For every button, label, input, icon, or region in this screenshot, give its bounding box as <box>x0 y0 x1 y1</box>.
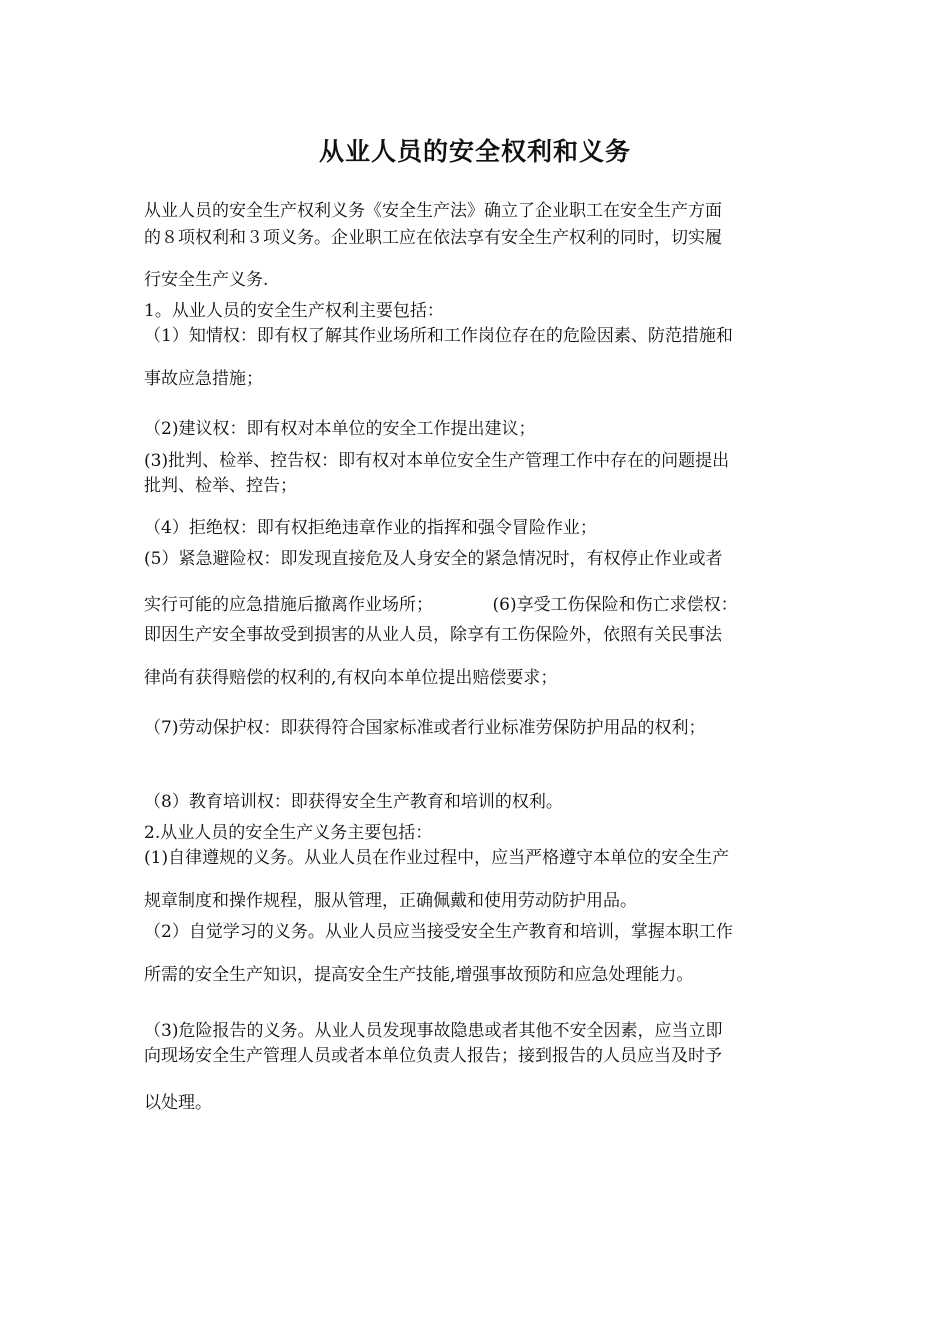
text-line: 从业人员的安全生产权利义务《安全生产法》确立了企业职工在安全生产方面 <box>144 201 722 221</box>
text-line: （1）知情权：即有权了解其作业场所和工作岗位存在的危险因素、防范措施和 <box>144 326 733 346</box>
text-line: 所需的安全生产知识，提高安全生产技能,增强事故预防和应急处理能力。 <box>144 965 694 985</box>
text-line: 事故应急措施； <box>144 369 263 389</box>
text-line: 规章制度和操作规程，服从管理，正确佩戴和使用劳动防护用品。 <box>144 891 637 911</box>
text-line: 批判、检举、控告； <box>144 476 297 496</box>
document-title: 从业人员的安全权利和义务 <box>318 137 631 166</box>
text-line: （8）教育培训权：即获得安全生产教育和培训的权利。 <box>144 792 563 812</box>
text-line: （3)危险报告的义务。从业人员发现事故隐患或者其他不安全因素，应当立即 <box>144 1021 723 1041</box>
text-line: （4）拒绝权：即有权拒绝违章作业的指挥和强令冒险作业； <box>144 518 597 538</box>
text-line: 实行可能的应急措施后撤离作业场所； (6)享受工伤保险和伤亡求偿权： <box>144 595 738 615</box>
text-line: 的８项权利和３项义务。企业职工应在依法享有安全生产权利的同时，切实履 <box>144 228 722 248</box>
text-line: （2)建议权：即有权对本单位的安全工作提出建议； <box>144 419 536 439</box>
text-line: （7)劳动保护权：即获得符合国家标准或者行业标准劳保防护用品的权利； <box>144 718 706 738</box>
text-line: （2）自觉学习的义务。从业人员应当接受安全生产教育和培训，掌握本职工作 <box>144 922 733 942</box>
text-line: 向现场安全生产管理人员或者本单位负责人报告；接到报告的人员应当及时予 <box>144 1046 722 1066</box>
text-line: 以处理。 <box>144 1093 212 1113</box>
text-line: 即因生产安全事故受到损害的从业人员，除享有工伤保险外，依照有关民事法 <box>144 625 722 645</box>
text-line: 2.从业人员的安全生产义务主要包括： <box>144 823 433 843</box>
text-line: (3)批判、检举、控告权：即有权对本单位安全生产管理工作中存在的问题提出 <box>144 451 730 471</box>
text-line: 1。从业人员的安全生产权利主要包括： <box>144 301 444 321</box>
text-line: (5）紧急避险权：即发现直接危及人身安全的紧急情况时，有权停止作业或者 <box>144 549 723 569</box>
text-line: (1)自律遵规的义务。从业人员在作业过程中，应当严格遵守本单位的安全生产 <box>144 848 730 868</box>
text-line: 行安全生产义务. <box>144 270 269 290</box>
text-line: 律尚有获得赔偿的权利的,有权向本单位提出赔偿要求； <box>144 668 558 688</box>
